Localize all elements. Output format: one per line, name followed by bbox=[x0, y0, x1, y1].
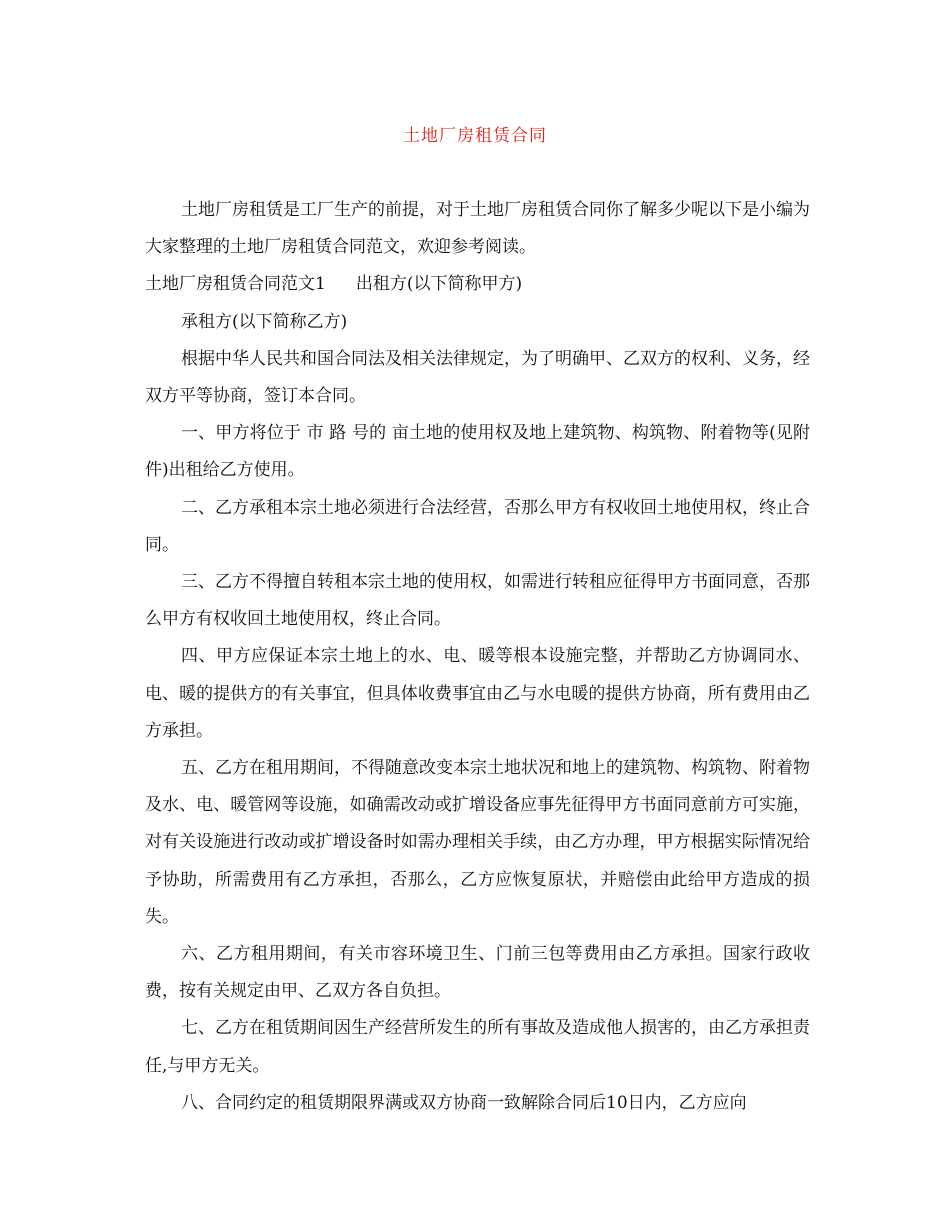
lessee-line: 承租方(以下简称乙方) bbox=[181, 311, 348, 332]
sample-heading-line bbox=[145, 266, 810, 303]
clause-3: 三、乙方不得擅自转租本宗土地的使用权，如需进行转租应征得甲方书面同意，否那么甲方有权收回土地使用权，终止合同。 bbox=[145, 572, 810, 630]
preamble-paragraph: 根据中华人民共和国合同法及相关法律规定，为了明确甲、乙双方的权利、义务，经双方平等协商，签订本合同。 bbox=[145, 348, 810, 407]
clause-8: 八、合同约定的租赁期限界满或双方协商一致解除合同后10日内，乙方应向 bbox=[181, 1092, 747, 1113]
document-title: 土地厂房租赁合同 bbox=[403, 126, 547, 146]
document-body bbox=[145, 192, 810, 1122]
clause-7: 七、乙方在租赁期间因生产经营所发生的所有事故及造成他人损害的，由乙方承担责任,与甲方无关。 bbox=[145, 1018, 810, 1076]
lessor-line: 出租方(以下简称甲方) bbox=[355, 274, 523, 295]
clause-2: 二、乙方承租本宗土地必须进行合法经营，否那么甲方有权收回土地使用权，终止合同。 bbox=[145, 497, 810, 555]
sample-heading: 土地厂房租赁合同范文1 bbox=[145, 274, 326, 295]
clause-1: 一、甲方将位于 市 路 号的 亩土地的使用权及地上建筑物、构筑物、附着物等(见附件)出租给乙方使用。 bbox=[145, 423, 810, 481]
intro-paragraph: 土地厂房租赁是工厂生产的前提，对于土地厂房租赁合同你了解多少呢以下是小编为大家整理的土地厂房租赁合同范文，欢迎参考阅读。 bbox=[145, 200, 810, 258]
clause-4: 四、甲方应保证本宗土地上的水、电、暖等根本设施完整，并帮助乙方协调同水、电、暖的提供方的有关事宜，但具体收费事宜由乙与水电暖的提供方协商，所有费用由乙方承担。 bbox=[145, 646, 810, 741]
clause-5: 五、乙方在租用期间，不得随意改变本宗土地状况和地上的建筑物、构筑物、附着物及水、电、暖管网等设施，如确需改动或扩增设备应事先征得甲方书面同意前方可实施，对有关设施进行改动或扩增设备时如需办理相关手续，由乙方办理，甲方根据实际情况给予协助，所需费用有乙方承担，否那么，乙方应恢复原状，并赔偿由此给甲方造成的损失。 bbox=[145, 758, 810, 927]
clause-6: 六、乙方租用期间，有关市容环境卫生、门前三包等费用由乙方承担。国家行政收费，按有关规定由甲、乙双方各自负担。 bbox=[145, 944, 810, 1002]
